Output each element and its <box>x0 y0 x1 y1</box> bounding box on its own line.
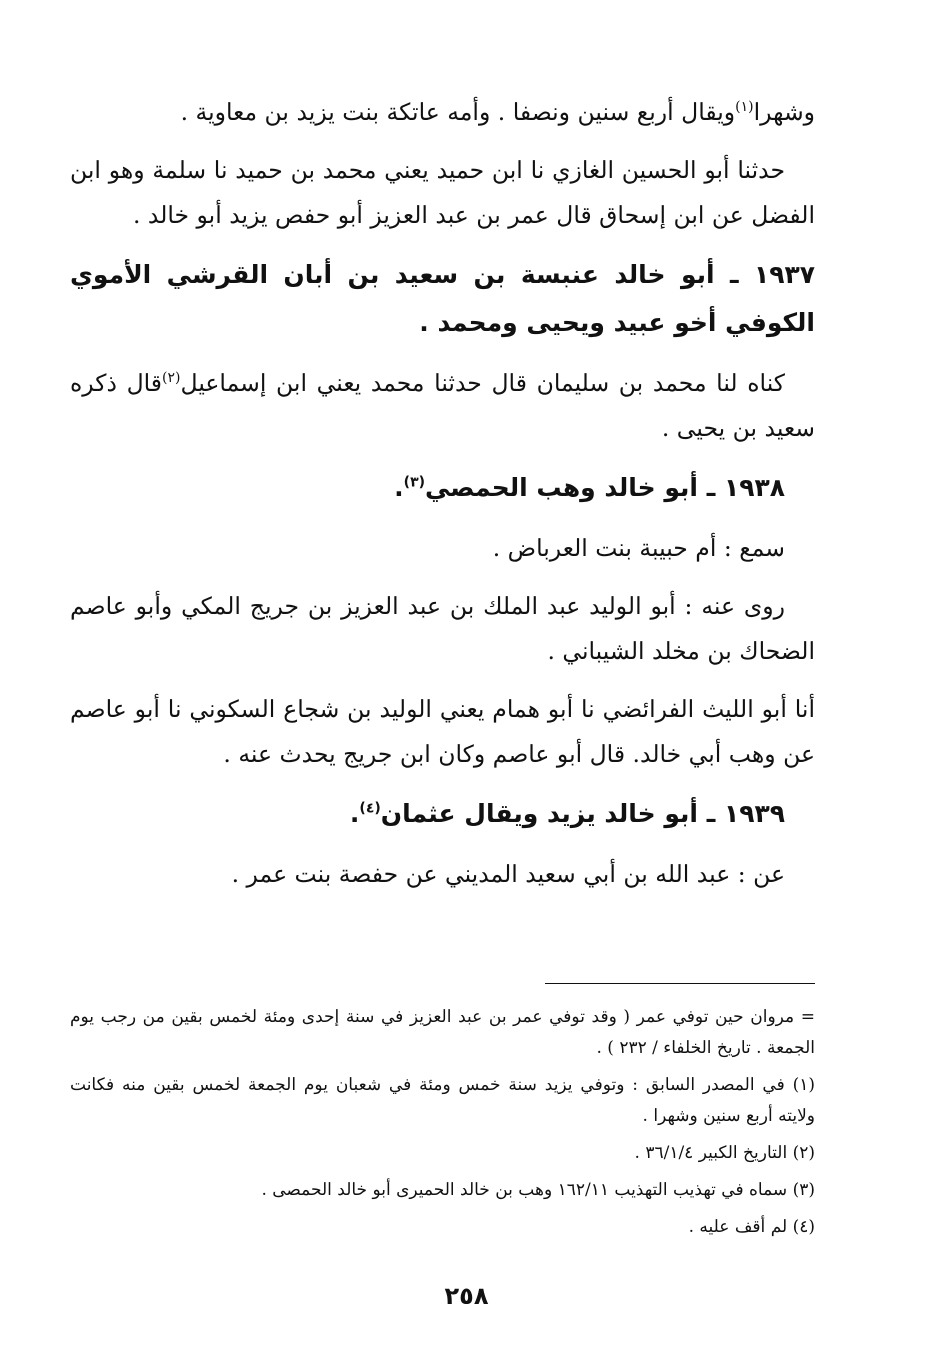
footnote-marker: (٢) <box>162 370 181 387</box>
page-body <box>70 90 815 1350</box>
footnote: (١) في المصدر السابق : وتوفي يزيد سنة خمس ومئة في شعبان يوم الجمعة لخمس بقين منه فكانت ولايته أربع سنين وشهرا . <box>70 1075 815 1126</box>
paragraph: روى عنه : أبو الوليد عبد الملك بن عبد العزيز بن جريج المكي وأبو عاصم الضحاك بن مخلد الشيباني . <box>70 592 815 665</box>
main-text <box>70 90 815 897</box>
footnote-marker: (٤) <box>359 800 381 817</box>
paragraph: وشهرا$^{(١)}$ويقال أربع سنين ونصفا . وأمه عاتكة بنت يزيد بن معاوية . <box>180 98 815 126</box>
footnote-marker: (٣) <box>403 474 426 491</box>
footnote-marker: (١) <box>735 99 754 116</box>
paragraph: عن : عبد الله بن أبي سعيد المديني عن حفصة بنت عمر . <box>231 860 785 888</box>
entry-heading: ١٩٣٩ ـ أبو خالد يزيد ويقال عثمان$^{(٤)}$. <box>349 799 785 828</box>
footnote: (٤) لم أقف عليه . <box>688 1217 815 1237</box>
footnote: (٣) سماه في تهذيب التهذيب ١٦٢/١١ وهب بن خالد الحميرى أبو خالد الحمصى . <box>261 1180 815 1200</box>
entry-heading: ١٩٣٨ ـ أبو خالد وهب الحمصي$^{(٣)}$. <box>394 473 785 502</box>
paragraph: أنا أبو الليث الفرائضي نا أبو همام يعني الوليد بن شجاع السكوني نا أبو عاصم عن وهب أبي خالد. قال أبو عاصم وكان ابن جريج يحدث عنه . <box>70 695 815 768</box>
paragraph: كناه لنا محمد بن سليمان قال حدثنا محمد يعني ابن إسماعيل$^{(٢)}$قال ذكره سعيد بن يحيى . <box>70 369 815 442</box>
page-number: ٢٥٨ <box>444 1282 489 1310</box>
footnote-separator <box>545 983 815 984</box>
footnotes <box>70 1002 815 1249</box>
paragraph: حدثنا أبو الحسين الغازي نا ابن حميد يعني محمد بن حميد نا سلمة وهو ابن الفضل عن ابن إسحاق قال عمر بن عبد العزيز أبو حفص يزيد أبو خالد . <box>70 156 815 229</box>
footnote: (٢) التاريخ الكبير ٣٦/١/٤ . <box>634 1143 815 1163</box>
entry-heading: ١٩٣٧ ـ أبو خالد عنبسة بن سعيد بن أبان القرشي الأموي الكوفي أخو عبيد ويحيى ومحمد . <box>70 260 815 337</box>
footnote: = مروان حين توفي عمر ( وقد توفي عمر بن عبد العزيز في سنة إحدى ومئة لخمس بقين من رجب يوم الجمعة . تاريخ الخلفاء / ٢٣٢ ) . <box>70 1007 815 1058</box>
paragraph: سمع : أم حبيبة بنت العرباض . <box>492 534 785 562</box>
